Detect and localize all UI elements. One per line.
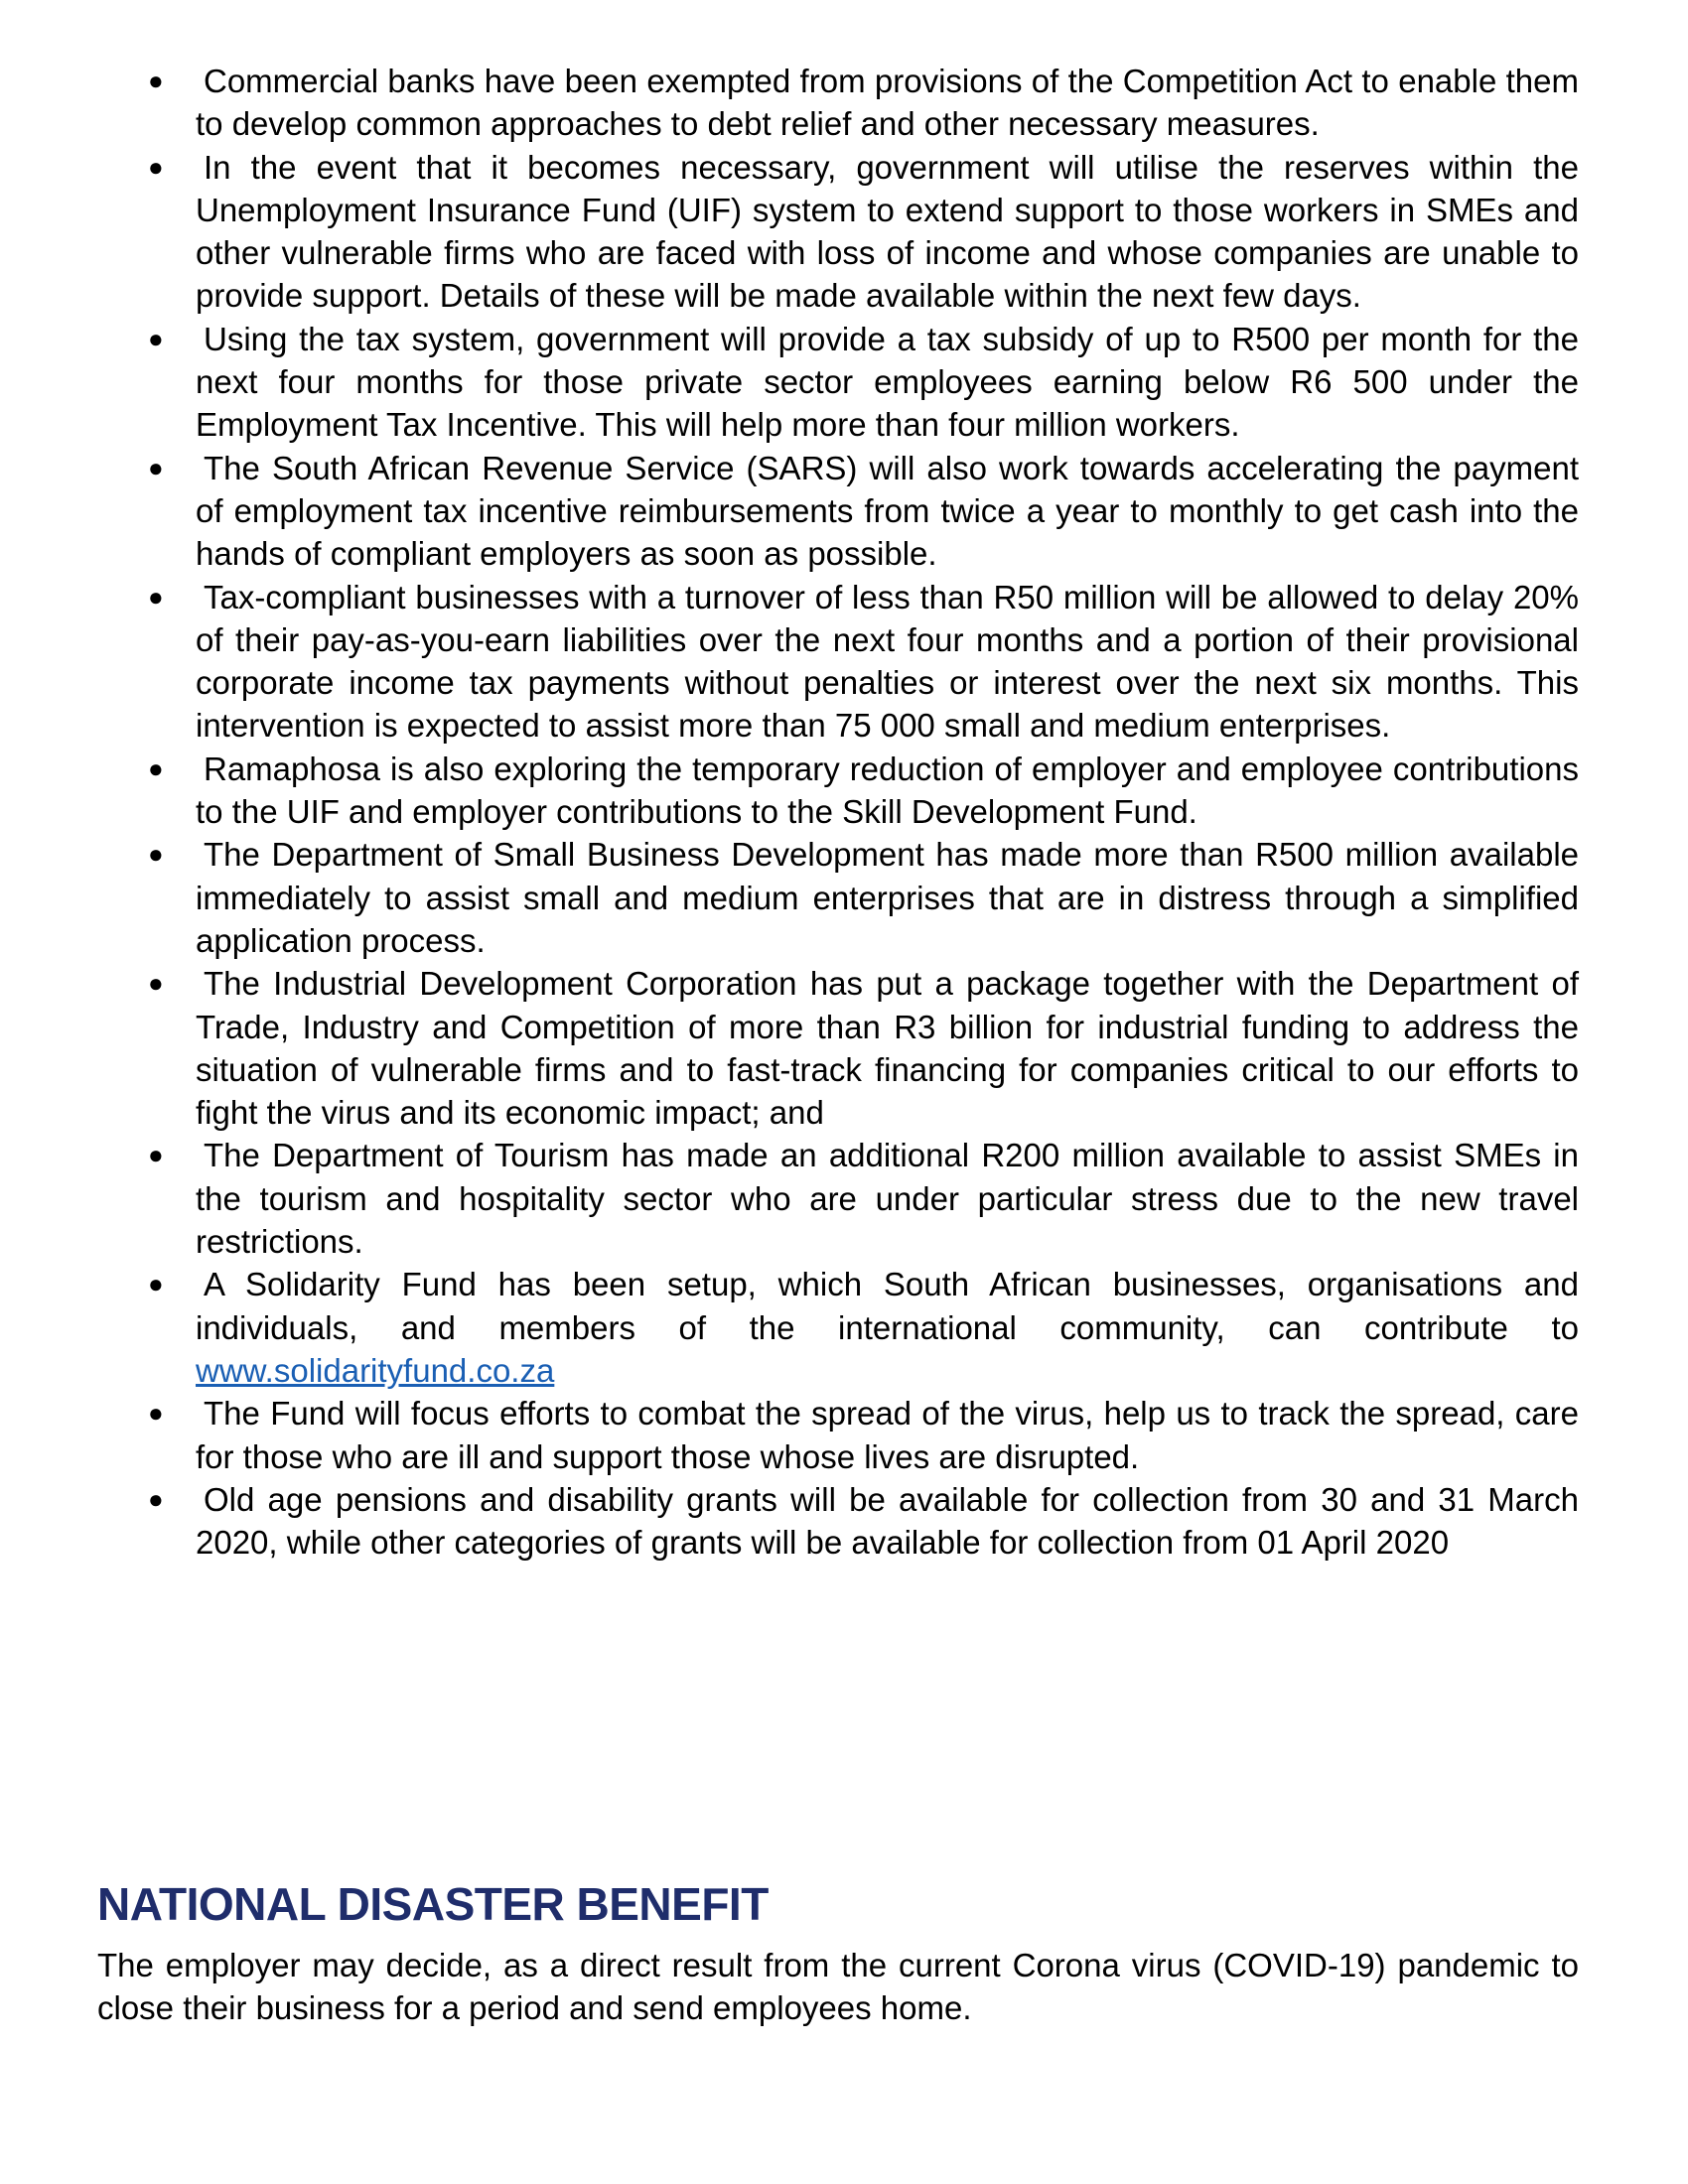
list-item [148,576,1579,748]
list-item [148,1392,1579,1478]
list-item-text: Tax-compliant businesses with a turnover of less than R50 million will be allowed to delay 20% of their pay-as-you-earn liabilities over the next four months and a portion of their provisional corporate income tax payments without penalties or interest over the next six months. This intervention is expected to assist more than 75 000 small and medium enterprises. [196,578,1579,745]
list-item [148,1478,1579,1565]
bullet-icon: ● [148,581,164,612]
list-item-text: Ramaphosa is also exploring the temporary reduction of employer and employee contributions to the UIF and employer contributions to the Skill Development Fund. [196,750,1579,831]
bullet-icon: ● [148,752,164,783]
relief-measures-list [148,60,1579,1564]
list-item-text: The Industrial Development Corporation has put a package together with the Department of Trade, Industry and Competition of more than R3 billion for industrial funding to address the situation of vulnerable firms and to fast-track financing for companies critical to our efforts to fight the virus and its economic impact; and [196,965,1579,1132]
list-item-text: The Fund will focus efforts to combat the spread of the virus, help us to track the spread, care for those who are ill and support those whose lives are disrupted. [196,1395,1579,1475]
bullet-icon: ● [148,1398,164,1429]
list-item-text: The Department of Tourism has made an additional R200 million available to assist SMEs in the tourism and hospitality sector who are under particular stress due to the new travel restrictions. [196,1137,1579,1261]
bullet-icon: ● [148,1140,164,1170]
bullet-icon: ● [148,452,164,482]
bullet-icon: ● [148,839,164,870]
list-item-text: Old age pensions and disability grants will be available for collection from 30 and 31 March 2020, while other categories of grants will be available for collection from 01 April 2020 [196,1480,1579,1562]
list-item-text: Commercial banks have been exempted from provisions of the Competition Act to enable them to develop common approaches to debt relief and other necessary measures. [196,63,1579,143]
list-item [148,748,1579,834]
solidarity-fund-link[interactable]: www.solidarityfund.co.za [196,1351,555,1389]
bullet-icon: ● [148,1269,164,1299]
list-item-text: Using the tax system, government will provide a tax subsidy of up to R500 per month for the next four months for those private sector employees earning below R6 500 under the Employment Tax Incentive. This will help more than four million workers. [196,320,1579,444]
list-item [148,1134,1579,1263]
list-item [148,962,1579,1134]
section-heading: NATIONAL DISASTER BENEFIT [97,1878,769,1930]
list-item [148,447,1579,576]
list-item-text: The South African Revenue Service (SARS) will also work towards accelerating the payment of employment tax incentive reimbursements from twice a year to monthly to get cash into the hands of compliant employers as soon as possible. [196,449,1579,573]
list-item [148,60,1579,146]
bullet-icon: ● [148,151,164,182]
section-paragraph: The employer may decide, as a direct result from the current Corona virus (COVID-19) pandemic to close their business for a period and send employees home. [97,1947,1579,2026]
list-item [148,833,1579,962]
list-item [148,318,1579,447]
list-item [148,146,1579,318]
bullet-icon: ● [148,323,164,353]
bullet-icon: ● [148,1483,164,1514]
list-item-text: The Department of Small Business Development has made more than R500 million available immediately to assist small and medium enterprises that are in distress through a simplified application process. [196,836,1579,959]
list-item-text: In the event that it becomes necessary, government will utilise the reserves within the Unemployment Insurance Fund (UIF) system to extend support to those workers in SMEs and other vulnerable firms who are faced with loss of income and whose companies are unable to provide support. Details of these will be made available within the next few days. [196,148,1579,315]
list-item [148,1263,1579,1392]
bullet-icon: ● [148,968,164,999]
list-item-text: A Solidarity Fund has been setup, which South African businesses, organisations and individuals, and members of the international community, can contribute to [196,1266,1579,1346]
bullet-icon: ● [148,66,164,95]
